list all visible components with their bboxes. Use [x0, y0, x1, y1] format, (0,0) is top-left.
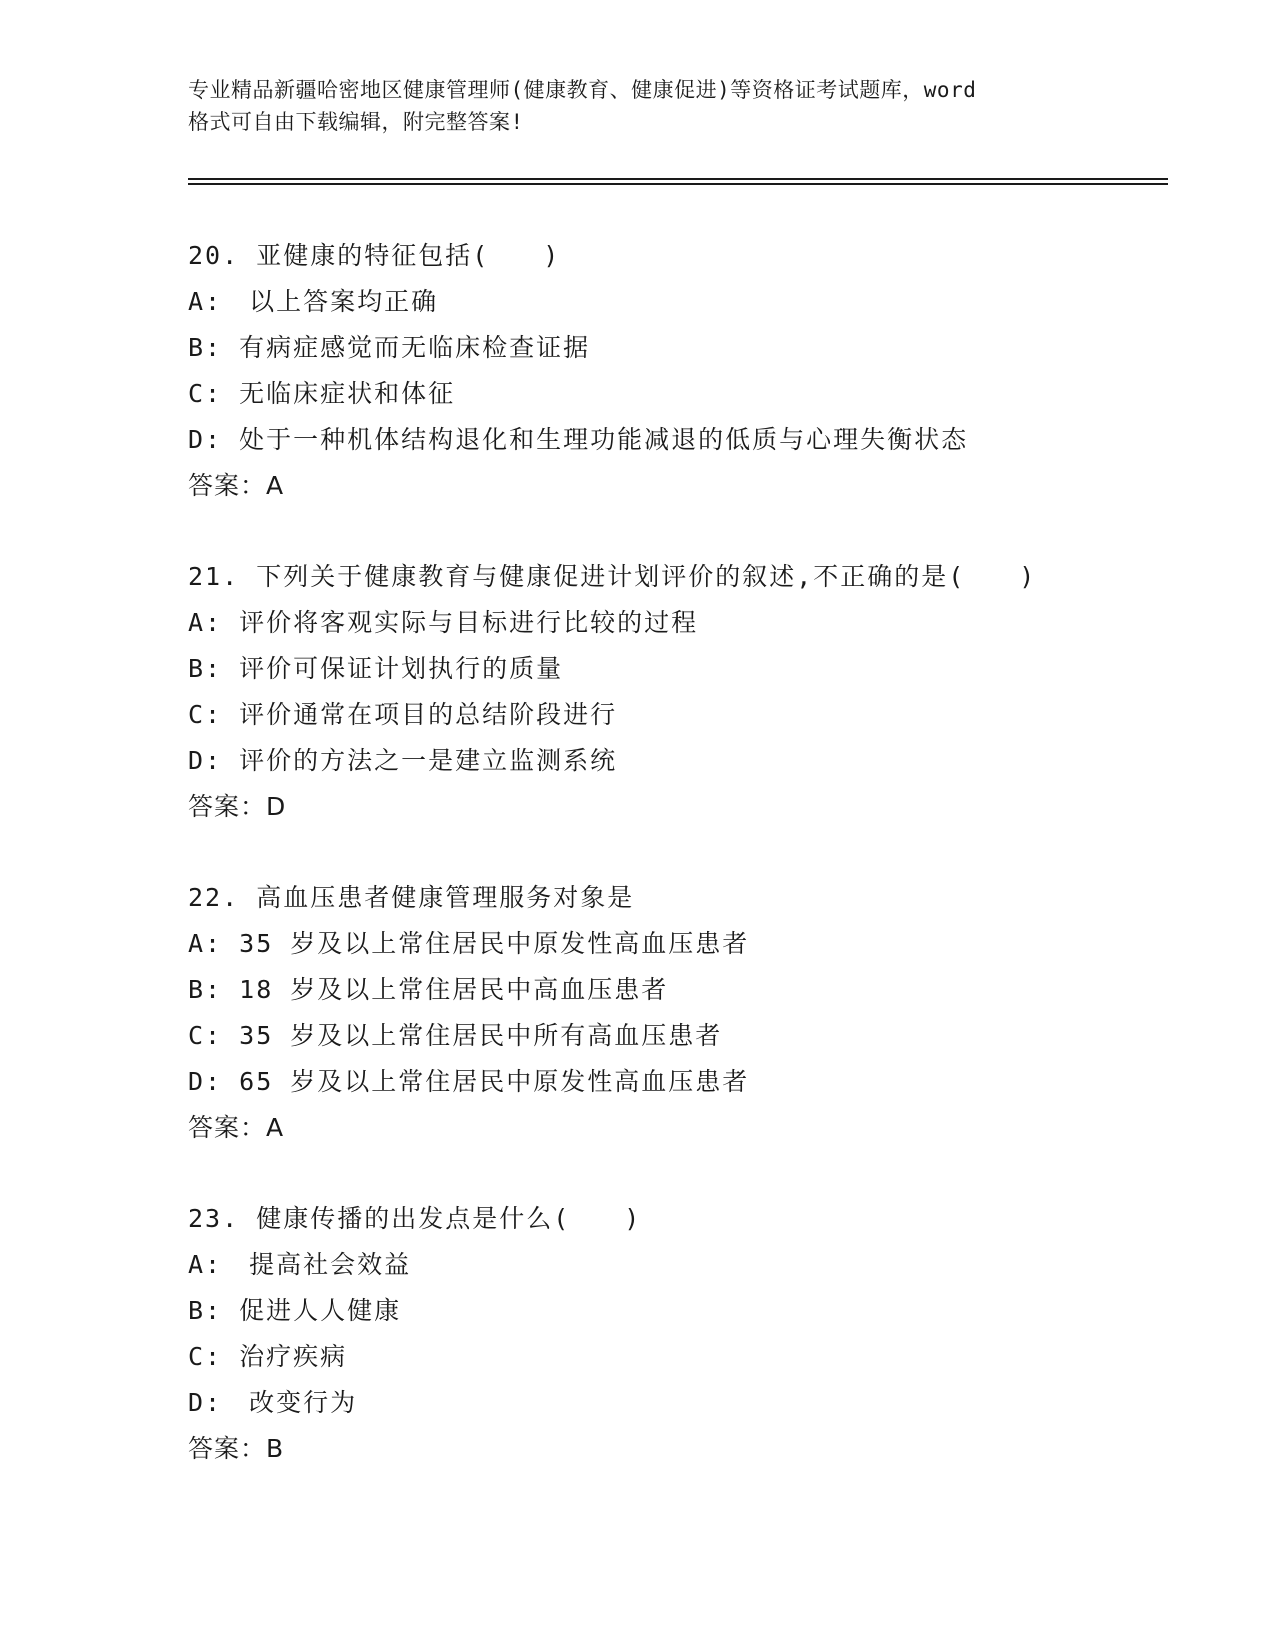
option-c: C: 治疗疾病 — [188, 1342, 348, 1371]
option-b: B: 促进人人健康 — [188, 1296, 402, 1325]
answer: 答案：A — [188, 471, 285, 500]
option-c: C: 无临床症状和体征 — [188, 379, 456, 408]
question-list — [188, 233, 1148, 1517]
option-d: D: 65 岁及以上常住居民中原发性高血压患者 — [188, 1067, 750, 1096]
option-a: A: 评价将客观实际与目标进行比较的过程 — [188, 608, 699, 637]
document-header — [188, 74, 1118, 138]
option-a: A: 35 岁及以上常住居民中原发性高血压患者 — [188, 929, 750, 958]
option-b: B: 18 岁及以上常住居民中高血压患者 — [188, 975, 669, 1004]
option-b: B: 评价可保证计划执行的质量 — [188, 654, 564, 683]
question-23 — [188, 1196, 1148, 1472]
header-line-1: 专业精品新疆哈密地区健康管理师(健康教育、健康促进)等资格证考试题库，word — [188, 78, 977, 102]
question-22 — [188, 875, 1148, 1151]
question-20 — [188, 233, 1148, 509]
question-stem: 21. 下列关于健康教育与健康促进计划评价的叙述,不正确的是( ) — [188, 562, 1037, 591]
header-divider-bottom — [188, 183, 1168, 185]
answer: 答案：D — [188, 792, 287, 821]
question-21 — [188, 554, 1148, 830]
option-d: D: 改变行为 — [188, 1388, 358, 1417]
header-divider-top — [188, 178, 1168, 180]
header-line-2: 格式可自由下载编辑，附完整答案! — [188, 110, 524, 134]
question-stem: 22. 高血压患者健康管理服务对象是 — [188, 883, 635, 912]
question-stem: 23. 健康传播的出发点是什么( ) — [188, 1204, 642, 1233]
answer: 答案：A — [188, 1113, 285, 1142]
option-b: B: 有病症感觉而无临床检查证据 — [188, 333, 591, 362]
option-d: D: 处于一种机体结构退化和生理功能减退的低质与心理失衡状态 — [188, 425, 969, 454]
answer: 答案：B — [188, 1434, 285, 1463]
option-c: C: 35 岁及以上常住居民中所有高血压患者 — [188, 1021, 723, 1050]
option-c: C: 评价通常在项目的总结阶段进行 — [188, 700, 618, 729]
option-a: A: 以上答案均正确 — [188, 287, 439, 316]
option-a: A: 提高社会效益 — [188, 1250, 412, 1279]
question-stem: 20. 亚健康的特征包括( ) — [188, 241, 561, 270]
option-d: D: 评价的方法之一是建立监测系统 — [188, 746, 618, 775]
